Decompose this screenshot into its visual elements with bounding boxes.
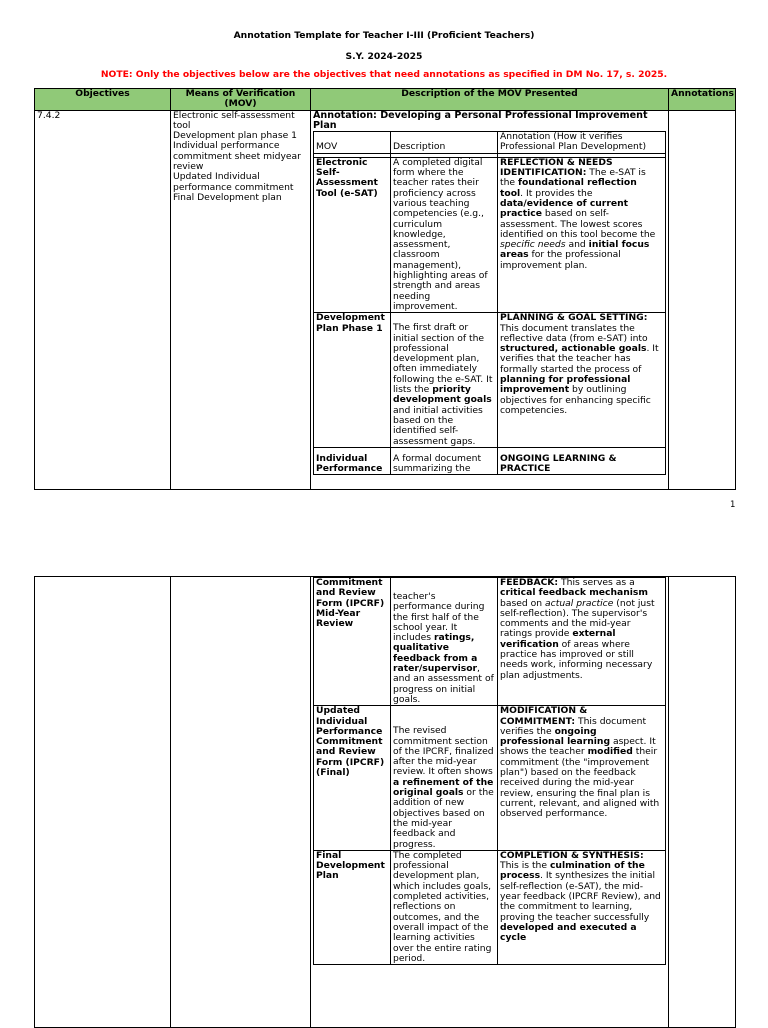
mov-description: A formal document summarizing the: [391, 447, 498, 475]
objective-code: 7.4.2: [37, 109, 61, 121]
mov-list-cell: [171, 577, 311, 1028]
mov-description: teacher's performance during the first half of the school year. It includes ratings, qualitative feedback from a rater/supervisor, and an assessment of progress on initial goals.: [391, 578, 498, 706]
row-ipcrf-mid-part1: [314, 447, 666, 475]
description-cell: [311, 110, 669, 489]
objective-cell: [35, 577, 171, 1028]
mov-list-item: Final Development plan: [173, 191, 282, 203]
document-title: Annotation Template for Teacher I-III (Proficient Teachers): [233, 30, 535, 41]
row-ipcrf-final: [314, 706, 666, 851]
mov-list-item: Development plan phase 1: [173, 130, 298, 142]
mov-description: The first draft or initial section of the professional development plan, often immediately following the e-SAT. It lists the priority development goals and initial activities based on the identified self-assessment gaps.: [391, 313, 498, 448]
row-esat: [314, 157, 666, 312]
mov-label: Final Development Plan: [314, 850, 391, 964]
mov-label: Individual Performance: [314, 447, 391, 475]
mov-description: The revised commitment section of the IPCRF, finalized after the mid-year review. It often shows a refinement of the original goals or the addition of new objectives based on the mid-year feedback and progress.: [391, 706, 498, 851]
mov-annotation: MODIFICATION & COMMITMENT: This document verifies the ongoing professional learning aspect. It shows the teacher modified their commitment (the "improvement plan") based on the feedback received during the mid-year review, ensuring the final plan is current, relevant, and aligned with observed performance.: [498, 706, 666, 851]
mov-annotation: ONGOING LEARNING & PRACTICE: [498, 447, 666, 475]
mov-list-cell: [171, 110, 311, 489]
mov-label: Commitment and Review Form (IPCRF) Mid-Year Review: [314, 578, 391, 706]
mov-description: The completed professional development plan, which includes goals, completed activities, reflections on outcomes, and the overall impact of the learning activities over the entire rating period.: [391, 850, 498, 964]
mov-list-item: Individual performance commitment sheet midyear review: [173, 140, 301, 173]
header-description: Description of the MOV Presented: [311, 89, 669, 111]
inner-header-description: Description: [391, 132, 498, 154]
mov-annotation: REFLECTION & NEEDS IDENTIFICATION: The e-SAT is the foundational reflection tool. It provides the data/evidence of current practice based on self-assessment. The lowest scores identified on this tool become the specific needs and initial focus areas for the professional improvement plan.: [498, 157, 666, 312]
mov-list-item: Updated Individual performance commitment: [173, 171, 294, 193]
annotation-table-page-2: [34, 576, 736, 1028]
mov-annotation: PLANNING & GOAL SETTING: This document translates the reflective data (from e-SAT) into structured, actionable goals. It verifies that the teacher has formally started the process of planning for professional improvement by outlining objectives for enhancing specific competencies.: [498, 313, 666, 448]
header-annotations: Annotations: [669, 89, 736, 111]
annotations-cell: [669, 110, 736, 489]
row-ipcrf-mid-part2: [314, 578, 666, 706]
description-cell: [311, 577, 669, 1028]
mov-annotation: FEEDBACK: This serves as a critical feedback mechanism based on actual practice (not just self-reflection). The supervisor's comments and the mid-year ratings provide external verification of areas where practice has improved or still needs work, informing necessary plan adjustments.: [498, 578, 666, 706]
header-objectives: Objectives: [35, 89, 171, 111]
row-final-dp: [314, 850, 666, 964]
inner-header-annotation: Annotation (How it verifies Professional Plan Development): [498, 132, 666, 154]
note-text: NOTE: Only the objectives below are the objectives that need annotations as specified in DM No. 17, s. 2025.: [100, 69, 668, 80]
inner-mov-table: [313, 131, 666, 475]
inner-header-mov: MOV: [314, 132, 391, 154]
school-year: S.Y. 2024-2025: [345, 51, 423, 62]
objective-cell: [35, 110, 171, 489]
mov-label: Development Plan Phase 1: [314, 313, 391, 448]
mov-annotation: COMPLETION & SYNTHESIS: This is the culmination of the process. It synthesizes the initial self-reflection (e-SAT), the mid-year feedback (IPCRF Review), and the commitment to learning, proving the teacher successfully developed and executed a cycle: [498, 850, 666, 964]
annotation-table-page-1: [34, 88, 736, 490]
mov-description: A completed digital form where the teacher rates their proficiency across various teaching competencies (e.g., curriculum knowledge, assessment, classroom management), highlighting areas of strength and areas needing improvement.: [391, 157, 498, 312]
mov-list-item: Electronic self-assessment tool: [173, 109, 295, 131]
annotation-title: Annotation: Developing a Personal Professional Improvement Plan: [313, 109, 648, 131]
page-number: 1: [730, 500, 736, 510]
mov-label: Electronic Self-Assessment Tool (e-SAT): [314, 157, 391, 312]
row-dp1: [314, 313, 666, 448]
mov-label: Updated Individual Performance Commitment and Review Form (IPCRF) (Final): [314, 706, 391, 851]
annotations-cell: [669, 577, 736, 1028]
header-mov: Means of Verification (MOV): [171, 89, 311, 111]
inner-mov-table: [313, 577, 666, 965]
